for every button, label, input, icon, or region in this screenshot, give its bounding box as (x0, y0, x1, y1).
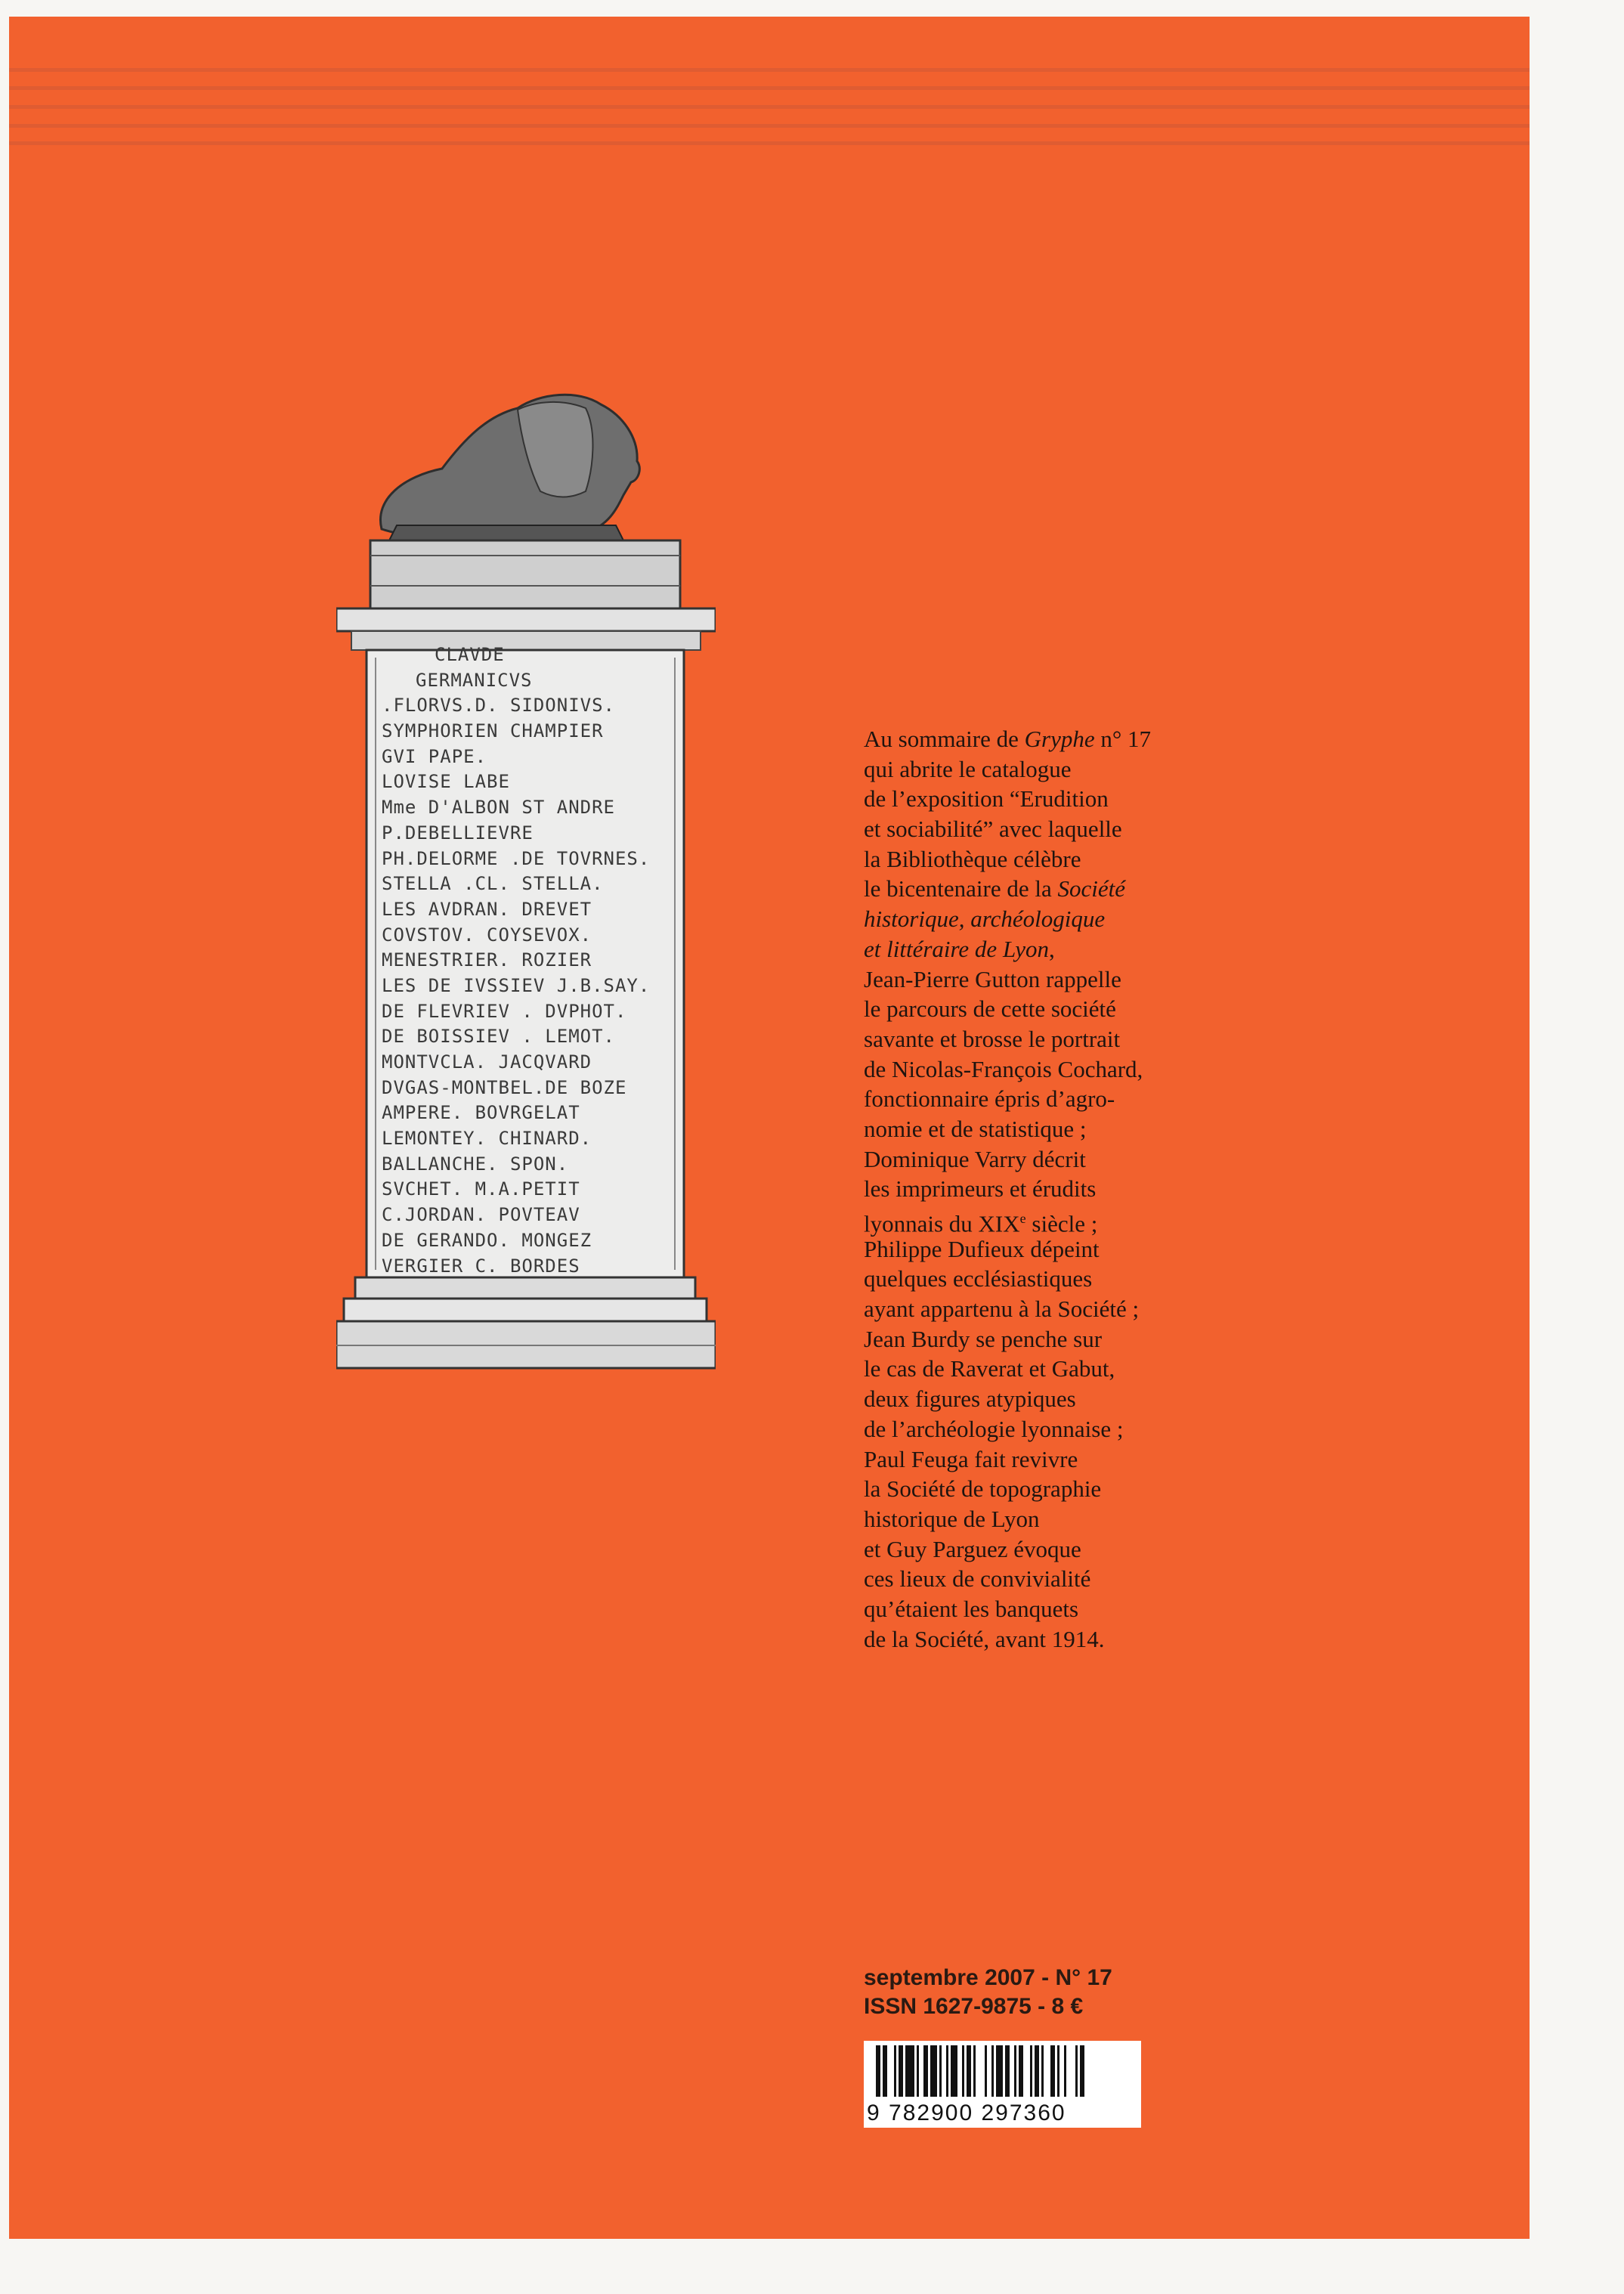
text-line: de la Société, avant 1914. (864, 1625, 1105, 1652)
text-line: Philippe Dufieux dépeint (864, 1235, 1100, 1262)
text-line: le parcours de cette société (864, 995, 1116, 1023)
inscription-line: P.DEBELLIEVRE (382, 822, 534, 844)
text-line: fonctionnaire épris d’agro- (864, 1085, 1115, 1113)
text-span: le bicentenaire de la (864, 875, 1058, 902)
text-line: Jean Burdy se penche sur (864, 1325, 1103, 1352)
inscription-line: MONTVCLA. JACQVARD (382, 1051, 592, 1073)
text-span: n° 17 (1094, 726, 1152, 752)
column-inscription (382, 642, 669, 1279)
text-line: historique de Lyon (864, 1505, 1040, 1532)
journal-title: Gryphe (1024, 726, 1095, 752)
society-name: et littéraire de Lyon (864, 935, 1050, 962)
barcode-icon (864, 2041, 1141, 2128)
text-span: lyonnais du XIX (864, 1210, 1020, 1237)
text-line: ayant appartenu à la Société ; (864, 1296, 1140, 1323)
text-line: Jean-Pierre Gutton rappelle (864, 965, 1121, 992)
inscription-line: LOVISE LABE (382, 771, 510, 793)
inscription-line: GVI PAPE. (382, 745, 487, 767)
inscription-line: DVGAS-MONTBEL.DE BOZE (382, 1076, 627, 1098)
decorative-stripe (9, 124, 1530, 128)
text-line (864, 724, 1257, 754)
inscription-line: LEMONTEY. CHINARD. (382, 1128, 592, 1150)
text-line (864, 934, 1257, 964)
description-text (864, 724, 1257, 1654)
inscription-line: GERMANICVS (416, 669, 533, 691)
text-line: qui abrite le catalogue (864, 755, 1072, 782)
text-line: Paul Feuga fait revivre (864, 1445, 1078, 1472)
text-line: qu’étaient les banquets (864, 1595, 1079, 1622)
inscription-line: DE GERANDO. MONGEZ (382, 1229, 592, 1251)
decorative-stripe (9, 68, 1530, 72)
barcode-number: 9 782900 297360 (867, 2101, 1066, 2125)
text-line: de Nicolas-François Cochard, (864, 1055, 1143, 1082)
inscription-line: STELLA .CL. STELLA. (382, 873, 604, 895)
lion-statue-column-icon (336, 385, 716, 1398)
inscription-line: DE FLEVRIEV . DVPHOT. (382, 1000, 627, 1022)
issue-info (864, 1964, 1112, 2021)
back-cover (9, 17, 1530, 2239)
text-line: de l’archéologie lyonnaise ; (864, 1415, 1124, 1442)
inscription-line: PH.DELORME .DE TOVRNES. (382, 847, 651, 869)
text-line (864, 1204, 1257, 1237)
text-line: les imprimeurs et érudits (864, 1175, 1097, 1203)
inscription-line: .FLORVS.D. SIDONIVS. (382, 695, 615, 717)
inscription-line: C.JORDAN. POVTEAV (382, 1204, 580, 1226)
text-line: ces lieux de convivialité (864, 1565, 1091, 1593)
text-line: et sociabilité” avec laquelle (864, 816, 1122, 843)
inscription-line: COVSTOV. COYSEVOX. (382, 924, 592, 946)
inscription-line: BALLANCHE. SPON. (382, 1153, 569, 1175)
superscript: e (1019, 1211, 1026, 1226)
inscription-line: LES DE IVSSIEV J.B.SAY. (382, 974, 651, 996)
text-line: quelques ecclésiastiques (864, 1265, 1093, 1293)
text-line: nomie et de statistique ; (864, 1115, 1087, 1142)
text-line: savante et brosse le portrait (864, 1025, 1121, 1052)
text-span: siècle ; (1025, 1210, 1098, 1237)
text-line: de l’exposition “Erudition (864, 785, 1109, 813)
text-line: Dominique Varry décrit (864, 1145, 1086, 1172)
decorative-stripe (9, 141, 1530, 145)
inscription-line: SVCHET. M.A.PETIT (382, 1178, 580, 1200)
text-line: la Société de topographie (864, 1475, 1102, 1503)
inscription-line: CLAVDE (435, 644, 505, 665)
inscription-line: SYMPHORIEN CHAMPIER (382, 720, 604, 742)
text-line: deux figures atypiques (864, 1385, 1076, 1413)
inscription-line: AMPERE. BOVRGELAT (382, 1102, 580, 1124)
society-name: historique, archéologique (864, 906, 1106, 933)
issue-date-number: septembre 2007 - N° 17 (864, 1965, 1112, 1990)
inscription-line: MENESTRIER. ROZIER (382, 949, 592, 971)
inscription-line: DE BOISSIEV . LEMOT. (382, 1026, 615, 1048)
decorative-stripe (9, 105, 1530, 109)
inscription-line: VERGIER C. BORDES (382, 1255, 580, 1277)
issn-price: ISSN 1627-9875 - 8 € (864, 1994, 1084, 2019)
text-line (864, 904, 1257, 934)
text-span: Au sommaire de (864, 726, 1025, 752)
society-name: Société (1057, 875, 1125, 902)
decorative-stripe (9, 86, 1530, 90)
text-line: et Guy Parguez évoque (864, 1535, 1081, 1562)
text-line: le cas de Raverat et Gabut, (864, 1355, 1115, 1382)
text-span: , (1049, 935, 1055, 962)
text-line (864, 874, 1257, 904)
inscription-line: LES AVDRAN. DREVET (382, 898, 592, 920)
text-line: la Bibliothèque célèbre (864, 845, 1081, 872)
inscription-line: Mme D'ALBON ST ANDRE (382, 797, 615, 819)
